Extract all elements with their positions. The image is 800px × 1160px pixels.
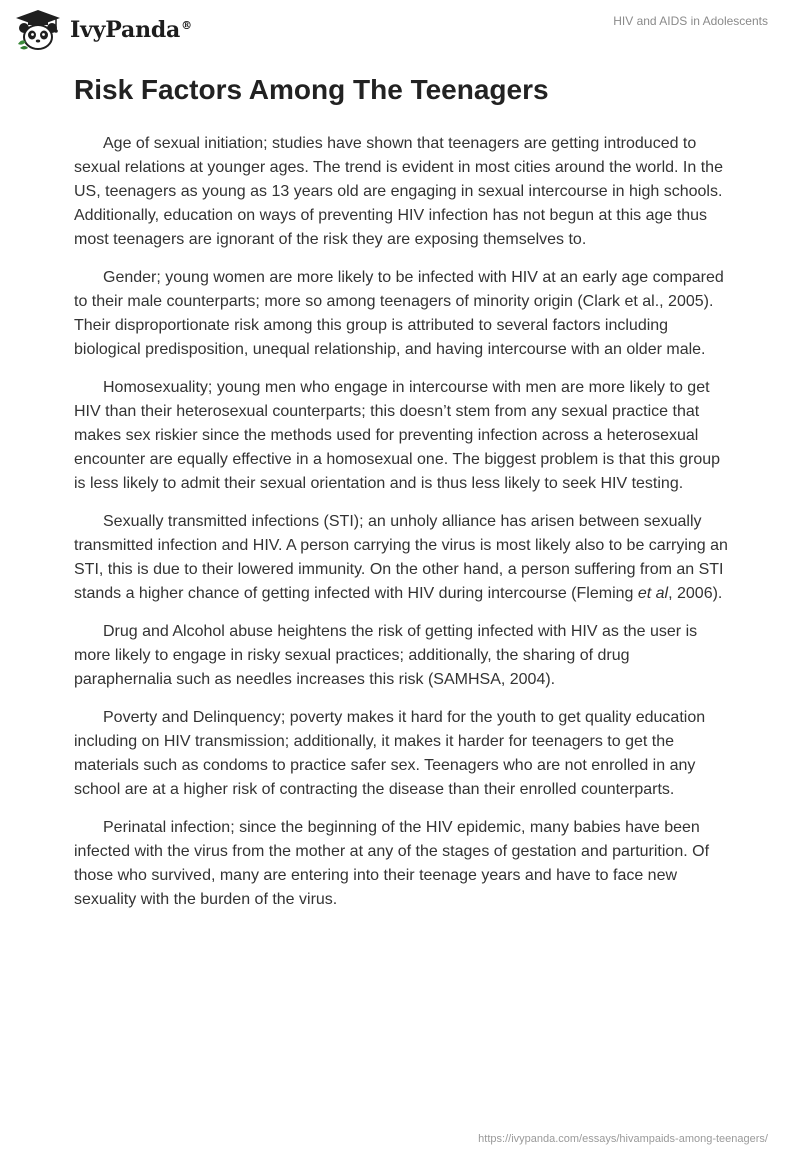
article-body bbox=[74, 132, 730, 926]
document-title: HIV and AIDS in Adolescents bbox=[613, 14, 768, 28]
paragraph-sti-citation-end: , 2006). bbox=[668, 585, 723, 602]
paragraph-homosexuality: Homosexuality; young men who engage in intercourse with men are more likely to get HIV than their heterosexual counterparts; this doesn’t stem from any sexual practice that makes sex riskier since the methods used for preventing infection across a heterosexual encounter are equally effective in a homosexual one. The biggest problem is that this group is less likely to admit their sexual orientation and is thus less likely to seek HIV testing. bbox=[74, 379, 721, 492]
paragraph-sti-text: Sexually transmitted infections (STI); an unholy alliance has arisen between sexually transmitted infection and HIV. A person carrying the virus is most likely also to be carrying an STI, this is due to their lowered immunity. On the other hand, a person suffering from an STI stands a higher chance of getting infected with HIV during intercourse (Fleming bbox=[74, 513, 728, 602]
panda-graduate-icon bbox=[14, 8, 62, 52]
page-header bbox=[0, 0, 800, 60]
paragraph-sti bbox=[74, 510, 730, 606]
paragraph-gender: Gender; young women are more likely to be infected with HIV at an early age compared to their male counterparts; more so among teenagers of minority origin (Clark et al., 2005). Their disproportionate risk among this group is attributed to several factors including biological predisposition, unequal relationship, and having intercourse with an older male. bbox=[74, 269, 724, 358]
paragraph-poverty: Poverty and Delinquency; poverty makes it hard for the youth to get quality education including on HIV transmission; additionally, it makes it harder for teenagers to get the materials such as condoms to practice safer sex. Teenagers who are not enrolled in any school are at a higher risk of contracting the disease than their enrolled counterparts. bbox=[74, 709, 706, 798]
brand-name: IvyPanda® bbox=[70, 17, 192, 43]
paragraph-drug-alcohol: Drug and Alcohol abuse heightens the risk of getting infected with HIV as the user is more likely to engage in risky sexual practices; additionally, the sharing of drug paraphernalia such as needles increases this risk (SAMHSA, 2004). bbox=[74, 623, 698, 688]
ivypanda-logo[interactable] bbox=[14, 8, 192, 52]
section-heading: Risk Factors Among The Teenagers bbox=[74, 74, 549, 105]
paragraph-perinatal: Perinatal infection; since the beginning of the HIV epidemic, many babies have been infected with the virus from the mother at any of the stages of gestation and parturition. Of those who survived, many are entering into their teenage years and have to face new sexuality with the burden of the virus. bbox=[74, 819, 710, 908]
source-url-link[interactable]: https://ivypanda.com/essays/hivampaids-among-teenagers/ bbox=[478, 1133, 768, 1145]
citation-et-al: et al bbox=[637, 585, 669, 602]
paragraph-age-of-initiation: Age of sexual initiation; studies have shown that teenagers are getting introduced to sexual relations at younger ages. The trend is evident in most cities around the world. In the US, teenagers as young as 13 years old are engaging in sexual intercourse in high schools. Additionally, education on ways of preventing HIV infection has not begun at this age thus most teenagers are ignorant of the risk they are exposing themselves to. bbox=[74, 135, 723, 248]
registered-mark: ® bbox=[181, 18, 192, 32]
